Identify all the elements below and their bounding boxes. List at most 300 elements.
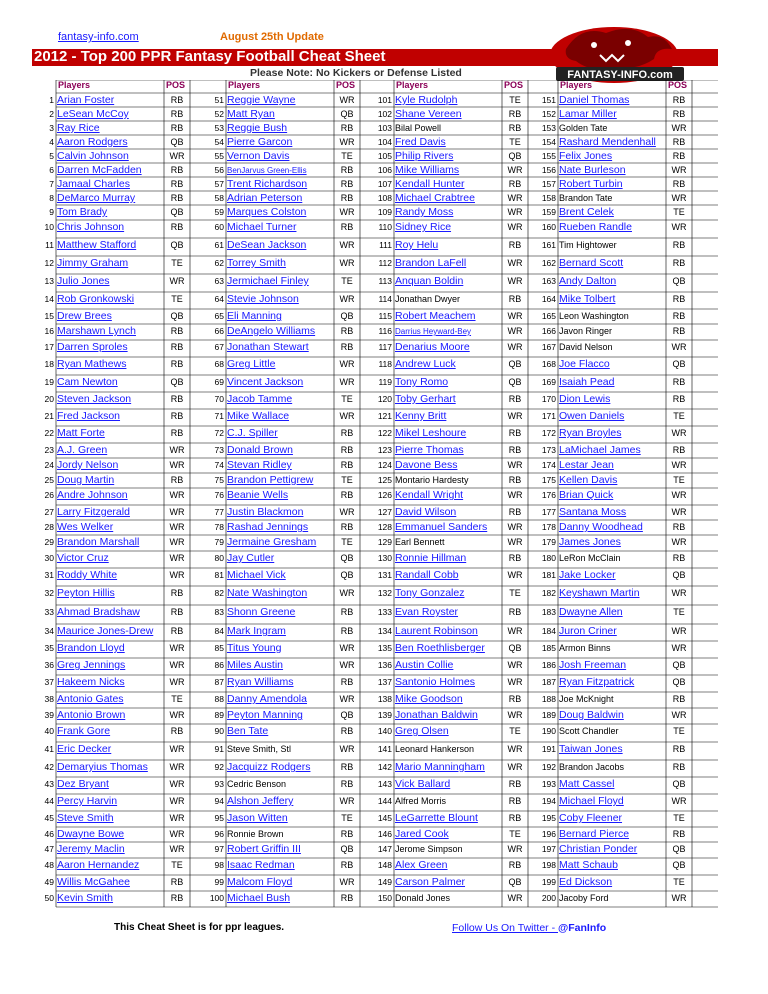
player-link[interactable]: Mike Wallace [227, 410, 290, 422]
player-link[interactable]: Marques Colston [227, 206, 307, 218]
site-link[interactable]: fantasy-info.com [58, 31, 139, 43]
player-link[interactable]: Greg Jennings [57, 659, 126, 671]
rank-number: 123 [377, 445, 392, 455]
player-link[interactable]: Dwayne Allen [559, 606, 623, 618]
table-row [202, 488, 362, 505]
table-row [32, 163, 192, 177]
player-link[interactable]: Randall Cobb [395, 569, 459, 581]
player-link[interactable]: Brian Quick [559, 489, 614, 501]
player-link[interactable]: Coby Fleener [559, 812, 623, 824]
rank-number: 131 [377, 570, 392, 580]
column-header-players: Players [396, 80, 429, 90]
player-link[interactable]: DeAngelo Williams [227, 325, 316, 337]
table-row [370, 568, 530, 586]
rank-number: 41 [44, 744, 54, 754]
player-link[interactable]: Cam Newton [57, 376, 118, 388]
player-link[interactable]: Isaiah Pead [559, 376, 615, 388]
rank-number: 167 [541, 342, 556, 352]
table-row [534, 488, 694, 505]
player-link[interactable]: Anquan Boldin [395, 275, 464, 287]
player-link[interactable]: Darrius Heyward-Bey [395, 327, 472, 336]
player-link[interactable]: Marshawn Lynch [57, 325, 136, 337]
player-link[interactable]: Jason Witten [227, 812, 288, 824]
player-link[interactable]: Fred Jackson [57, 410, 121, 422]
player-link[interactable]: Demaryius Thomas [57, 761, 148, 773]
player-link[interactable]: Ryan Mathews [57, 358, 127, 370]
table-row [370, 292, 530, 309]
player-link[interactable]: Christian Ponder [559, 843, 638, 855]
player-link[interactable]: Alshon Jeffery [227, 795, 294, 807]
position-cell: TE [509, 726, 521, 736]
rank-number: 139 [377, 710, 392, 720]
player-link[interactable]: Steven Jackson [57, 393, 132, 405]
table-row [370, 708, 530, 724]
column-header-pos: POS [668, 80, 688, 90]
player-link[interactable]: Donald Brown [227, 444, 293, 456]
player-link[interactable]: Ryan Williams [227, 676, 294, 688]
player-link[interactable]: Kendall Wright [395, 489, 464, 501]
rank-number: 67 [214, 342, 224, 352]
player-link[interactable]: Santana Moss [559, 506, 627, 518]
player-link[interactable]: Michael Floyd [559, 795, 624, 807]
player-link[interactable]: Titus Young [227, 642, 282, 654]
player-link[interactable]: Vick Ballard [395, 778, 451, 790]
player-link[interactable]: Nate Washington [227, 587, 308, 599]
player-link[interactable]: Julio Jones [57, 275, 110, 287]
player-link[interactable]: Victor Cruz [57, 552, 109, 564]
page-title: 2012 - Top 200 PPR Fantasy Football Cheat Sheet [34, 48, 386, 65]
position-cell: WR [671, 342, 687, 352]
position-cell: WR [169, 490, 185, 500]
table-row [202, 794, 362, 811]
player-link[interactable]: Darren McFadden [57, 164, 142, 176]
player-link[interactable]: Shane Vereen [395, 108, 462, 120]
rank-number: 193 [541, 779, 556, 789]
player-link[interactable]: Jermaine Gresham [227, 536, 317, 548]
table-row [534, 641, 694, 658]
player-link[interactable]: Doug Baldwin [559, 709, 624, 721]
player-link[interactable]: DeMarco Murray [57, 192, 136, 204]
player-link[interactable]: Stevie Johnson [227, 293, 299, 305]
player-link[interactable]: Davone Bess [395, 459, 458, 471]
table-row [202, 409, 362, 426]
position-cell: RB [672, 694, 686, 704]
position-cell: RB [672, 829, 686, 839]
table-row [370, 875, 530, 891]
player-link[interactable]: Matt Forte [57, 427, 105, 439]
rank-number: 155 [541, 151, 556, 161]
player-link[interactable]: Robert Griffin III [227, 843, 301, 855]
rank-number: 36 [44, 660, 54, 670]
player-link[interactable]: Peyton Hillis [57, 587, 115, 599]
follow-text[interactable]: Follow Us On Twitter - [452, 922, 558, 934]
table-row [202, 324, 362, 340]
position-cell: QB [340, 844, 354, 854]
player-link[interactable]: Percy Harvin [57, 795, 118, 807]
player-link[interactable]: C.J. Spiller [227, 427, 278, 439]
player-link[interactable]: Josh Freeman [559, 659, 627, 671]
table-row [370, 505, 530, 520]
player-link[interactable]: Michael Bush [227, 892, 291, 904]
player-link[interactable]: Austin Collie [395, 659, 454, 671]
player-link[interactable]: Justin Blackmon [227, 506, 304, 518]
player-link[interactable]: Darren Sproles [57, 341, 128, 353]
table-row [370, 675, 530, 692]
rank-number: 113 [378, 276, 392, 286]
player-link[interactable]: Jermichael Finley [227, 275, 309, 287]
player-link[interactable]: Mario Manningham [395, 761, 485, 773]
player-link[interactable]: Frank Gore [57, 725, 111, 737]
player-link[interactable]: Vernon Davis [227, 150, 290, 162]
position-cell: WR [671, 626, 687, 636]
player-link[interactable]: Jacob Tamme [227, 393, 293, 405]
rank-number: 18 [44, 359, 54, 369]
position-cell: WR [507, 490, 523, 500]
player-link[interactable]: Joe Flacco [559, 358, 610, 370]
player-link[interactable]: Matt Schaub [559, 859, 618, 871]
player-link[interactable]: Reggie Wayne [227, 94, 296, 106]
player-link[interactable]: Jay Cutler [227, 552, 275, 564]
player-link[interactable]: Mark Ingram [227, 625, 286, 637]
player-link[interactable]: LeSean McCoy [57, 108, 129, 120]
player-link[interactable]: Vincent Jackson [227, 376, 304, 388]
rank-number: 31 [44, 570, 54, 580]
position-cell: QB [340, 109, 354, 119]
position-cell: RB [170, 359, 184, 369]
player-link[interactable]: Danny Amendola [227, 693, 307, 705]
rank-number: 27 [44, 507, 54, 517]
player-link[interactable]: Mike Goodson [395, 693, 463, 705]
rank-number: 53 [214, 123, 224, 133]
player-link[interactable]: Kyle Rudolph [395, 94, 458, 106]
position-cell: RB [170, 326, 184, 336]
position-cell: TE [509, 829, 521, 839]
player-link[interactable]: Aaron Rodgers [57, 136, 128, 148]
player-link[interactable]: Robert Meachem [395, 310, 476, 322]
player-link[interactable]: Jordy Nelson [57, 459, 119, 471]
player-link[interactable]: Jeremy Maclin [57, 843, 125, 855]
position-cell: TE [341, 151, 353, 161]
player-link[interactable]: Laurent Robinson [395, 625, 478, 637]
twitter-follow[interactable] [452, 922, 606, 934]
player-link[interactable]: Andy Dalton [559, 275, 617, 287]
table-row [202, 426, 362, 443]
player-link[interactable]: Juron Criner [559, 625, 617, 637]
table-row [202, 473, 362, 488]
position-cell: WR [507, 744, 523, 754]
player-link[interactable]: Ray Rice [57, 122, 100, 134]
player-link[interactable]: Tony Gonzalez [395, 587, 465, 599]
player-link[interactable]: Pierre Garcon [227, 136, 293, 148]
player-link[interactable]: Bernard Scott [559, 257, 624, 269]
player-link[interactable]: Eli Manning [227, 310, 282, 322]
player-link[interactable]: Matthew Stafford [57, 239, 137, 251]
player-link[interactable]: Carson Palmer [395, 876, 466, 888]
player-link[interactable]: Tom Brady [57, 206, 108, 218]
position-cell: WR [339, 660, 355, 670]
position-cell: RB [170, 394, 184, 404]
player-link[interactable]: Ronnie Hillman [395, 552, 467, 564]
player-name: Javon Ringer [559, 326, 613, 336]
player-link[interactable]: Jimmy Graham [57, 257, 129, 269]
table-row [32, 724, 192, 742]
table-row [534, 891, 694, 907]
position-cell: WR [169, 844, 185, 854]
player-link[interactable]: Arian Foster [57, 94, 115, 106]
player-link[interactable]: Isaac Redman [227, 859, 295, 871]
player-link[interactable]: Stevan Ridley [227, 459, 292, 471]
table-row [534, 568, 694, 586]
player-link[interactable]: Dion Lewis [559, 393, 611, 405]
player-link[interactable]: LaMichael James [559, 444, 641, 456]
rank-number: 39 [44, 710, 54, 720]
table-row [202, 535, 362, 551]
position-cell: WR [169, 151, 185, 161]
player-link[interactable]: Daniel Thomas [559, 94, 630, 106]
rank-number: 190 [541, 726, 556, 736]
player-link[interactable]: Rob Gronkowski [57, 293, 135, 305]
rank-number: 128 [377, 522, 392, 532]
player-link[interactable]: Kellen Davis [559, 474, 618, 486]
twitter-handle[interactable]: @FanInfo [558, 922, 607, 934]
player-link[interactable]: Jonathan Baldwin [395, 709, 478, 721]
table-row [370, 340, 530, 357]
table-row [534, 473, 694, 488]
player-link[interactable]: Calvin Johnson [57, 150, 129, 162]
position-cell: WR [507, 311, 523, 321]
rank-number: 164 [541, 294, 556, 304]
position-cell: WR [169, 829, 185, 839]
player-link[interactable]: Matt Ryan [227, 108, 275, 120]
rank-number: 198 [541, 860, 556, 870]
player-link[interactable]: Brandon Marshall [57, 536, 140, 548]
table-row [534, 107, 694, 121]
player-link[interactable]: Roddy White [57, 569, 118, 581]
player-link[interactable]: Trent Richardson [227, 178, 308, 190]
player-link[interactable]: A.J. Green [57, 444, 108, 456]
position-cell: WR [507, 165, 523, 175]
player-link[interactable]: Brent Celek [559, 206, 614, 218]
player-link[interactable]: Pierre Thomas [395, 444, 464, 456]
table-row [370, 551, 530, 568]
player-link[interactable]: Wes Welker [57, 521, 114, 533]
table-row [534, 724, 694, 742]
table-row [534, 760, 694, 777]
player-link[interactable]: Rashad Jennings [227, 521, 309, 533]
player-link[interactable]: Chris Johnson [57, 221, 125, 233]
player-link[interactable]: Rueben Randle [559, 221, 632, 233]
table-row [32, 458, 192, 473]
player-link[interactable]: Miles Austin [227, 659, 284, 671]
player-link[interactable]: Ahmad Bradshaw [57, 606, 140, 618]
table-row [202, 238, 362, 256]
player-name: LeRon McClain [559, 553, 621, 563]
player-link[interactable]: Larry Fitzgerald [57, 506, 130, 518]
player-link[interactable]: Sidney Rice [395, 221, 452, 233]
player-link[interactable]: Torrey Smith [227, 257, 286, 269]
player-link[interactable]: Emmanuel Sanders [395, 521, 488, 533]
player-link[interactable]: Nate Burleson [559, 164, 626, 176]
position-cell: WR [507, 893, 523, 903]
position-cell: QB [672, 844, 686, 854]
position-cell: RB [508, 779, 522, 789]
player-link[interactable]: Drew Brees [57, 310, 112, 322]
table-row [32, 309, 192, 324]
rank-number: 183 [541, 607, 556, 617]
player-link[interactable]: Steve Smith [57, 812, 114, 824]
position-cell: TE [341, 394, 353, 404]
rank-number: 3 [49, 123, 54, 133]
rank-number: 49 [44, 877, 54, 887]
player-link[interactable]: Ed Dickson [559, 876, 613, 888]
player-link[interactable]: James Jones [559, 536, 621, 548]
player-link[interactable]: DeSean Jackson [227, 239, 307, 251]
player-link[interactable]: Michael Crabtree [395, 192, 475, 204]
rank-number: 56 [214, 165, 224, 175]
player-link[interactable]: Randy Moss [395, 206, 454, 218]
rank-number: 93 [214, 779, 224, 789]
player-link[interactable]: Hakeem Nicks [57, 676, 125, 688]
player-link[interactable]: Roy Helu [395, 239, 439, 251]
player-link[interactable]: Taiwan Jones [559, 743, 623, 755]
player-link[interactable]: Philip Rivers [395, 150, 454, 162]
position-cell: RB [508, 796, 522, 806]
player-link[interactable]: Ben Tate [227, 725, 269, 737]
position-cell: WR [507, 537, 523, 547]
table-row [32, 692, 192, 708]
table-row [370, 842, 530, 858]
table-row [32, 274, 192, 292]
player-link[interactable]: Brandon Lloyd [57, 642, 125, 654]
position-cell: TE [673, 607, 685, 617]
position-cell: TE [673, 877, 685, 887]
player-link[interactable]: Jared Cook [395, 828, 449, 840]
player-link[interactable]: Matt Cassel [559, 778, 615, 790]
table-row [370, 149, 530, 163]
player-link[interactable]: Dwayne Bowe [57, 828, 125, 840]
rank-number: 1 [49, 95, 54, 105]
player-link[interactable]: Lamar Miller [559, 108, 617, 120]
player-link[interactable]: Robert Turbin [559, 178, 623, 190]
player-link[interactable]: Eric Decker [57, 743, 112, 755]
player-link[interactable]: Kendall Hunter [395, 178, 465, 190]
player-link[interactable]: Greg Little [227, 358, 276, 370]
player-link[interactable]: Jamaal Charles [57, 178, 130, 190]
player-link[interactable]: Michael Turner [227, 221, 297, 233]
player-link[interactable]: Aaron Hernandez [57, 859, 140, 871]
table-row [202, 520, 362, 535]
player-link[interactable]: Tony Romo [395, 376, 449, 388]
player-link[interactable]: Willis McGahee [57, 876, 130, 888]
player-link[interactable]: Michael Vick [227, 569, 286, 581]
table-row [202, 220, 362, 238]
player-link[interactable]: Jacquizz Rodgers [227, 761, 311, 773]
position-cell: WR [169, 779, 185, 789]
player-link[interactable]: Brandon Pettigrew [227, 474, 314, 486]
rank-number: 158 [541, 193, 556, 203]
rank-number: 46 [44, 829, 54, 839]
rank-number: 5 [49, 151, 54, 161]
table-row [534, 794, 694, 811]
rank-number: 185 [541, 643, 556, 653]
player-link[interactable]: Adrian Peterson [227, 192, 303, 204]
rank-number: 40 [44, 726, 54, 736]
table-row [202, 121, 362, 135]
player-link[interactable]: Andrew Luck [395, 358, 456, 370]
rank-number: 76 [214, 490, 224, 500]
rank-number: 165 [541, 311, 556, 321]
player-link[interactable]: Danny Woodhead [559, 521, 643, 533]
rank-number: 37 [44, 677, 54, 687]
rank-number: 42 [44, 762, 54, 772]
player-link[interactable]: Doug Martin [57, 474, 115, 486]
player-link[interactable]: Greg Olsen [395, 725, 449, 737]
player-link[interactable]: Peyton Manning [227, 709, 303, 721]
player-link[interactable]: Toby Gerhart [395, 393, 456, 405]
player-link[interactable]: Kenny Britt [395, 410, 447, 422]
table-row [202, 624, 362, 641]
player-link[interactable]: Reggie Bush [227, 122, 288, 134]
player-link[interactable]: Santonio Holmes [395, 676, 475, 688]
rank-number: 196 [541, 829, 556, 839]
player-link[interactable]: Andre Johnson [57, 489, 128, 501]
player-link[interactable]: Lestar Jean [559, 459, 614, 471]
player-link[interactable]: Jake Locker [559, 569, 616, 581]
player-link[interactable]: Owen Daniels [559, 410, 625, 422]
table-row [202, 309, 362, 324]
player-link[interactable]: Antonio Brown [57, 709, 126, 721]
player-link[interactable]: Beanie Wells [227, 489, 289, 501]
position-cell: WR [507, 710, 523, 720]
player-link[interactable]: Alex Green [395, 859, 448, 871]
player-link[interactable]: Ryan Broyles [559, 427, 622, 439]
rank-number: 157 [541, 179, 556, 189]
table-row [370, 191, 530, 205]
player-link[interactable]: Ryan Fitzpatrick [559, 676, 635, 688]
player-link[interactable]: Mike Williams [395, 164, 460, 176]
player-link[interactable]: Fred Davis [395, 136, 446, 148]
table-row [32, 641, 192, 658]
player-link[interactable]: Denarius Moore [395, 341, 470, 353]
player-link[interactable]: LeGarrette Blount [395, 812, 478, 824]
rank-number: 8 [49, 193, 54, 203]
player-link[interactable]: Malcom Floyd [227, 876, 293, 888]
player-link[interactable]: Felix Jones [559, 150, 613, 162]
player-link[interactable]: Dez Bryant [57, 778, 109, 790]
player-link[interactable]: Bernard Pierce [559, 828, 630, 840]
rank-number: 176 [541, 490, 556, 500]
player-link[interactable]: Rashard Mendenhall [559, 136, 656, 148]
position-cell: RB [340, 445, 354, 455]
player-link[interactable]: Ben Roethlisberger [395, 642, 485, 654]
player-link[interactable]: Kevin Smith [57, 892, 114, 904]
player-link[interactable]: BenJarvus Green-Ellis [227, 166, 307, 175]
player-link[interactable]: Evan Royster [395, 606, 459, 618]
player-link[interactable]: David Wilson [395, 506, 457, 518]
player-link[interactable]: Shonn Greene [227, 606, 296, 618]
player-link[interactable]: Jonathan Stewart [227, 341, 309, 353]
rank-number: 99 [214, 877, 224, 887]
rank-number: 62 [214, 258, 224, 268]
rank-number: 101 [377, 95, 392, 105]
player-link[interactable]: Keyshawn Martin [559, 587, 640, 599]
rank-number: 33 [44, 607, 54, 617]
player-link[interactable]: Mikel Leshoure [395, 427, 467, 439]
player-link[interactable]: Antonio Gates [57, 693, 124, 705]
player-link[interactable]: Mike Tolbert [559, 293, 616, 305]
player-link[interactable]: Brandon LaFell [395, 257, 467, 269]
player-link[interactable]: Maurice Jones-Drew [57, 625, 154, 637]
